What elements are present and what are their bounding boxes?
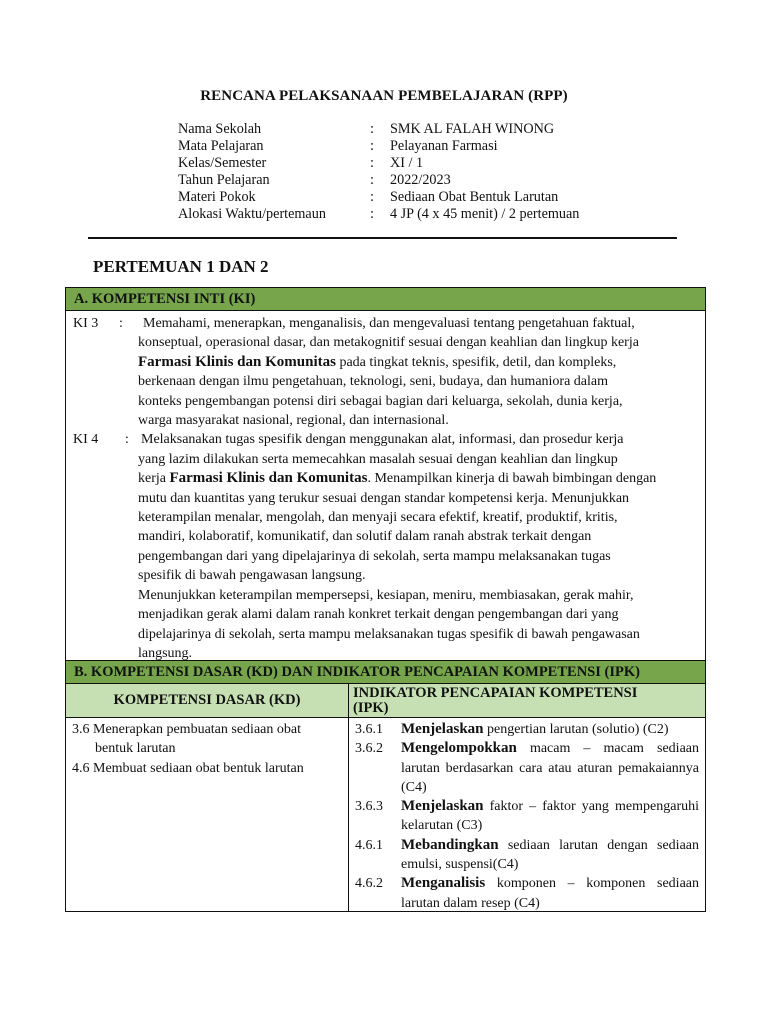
ipk-code: 4.6.1 (355, 837, 383, 853)
meta-value: 4 JP (4 x 45 menit) / 2 pertemuan (390, 206, 580, 222)
ipk-text (401, 720, 699, 739)
ki4-line (73, 469, 697, 488)
ki4-line: keterampilan menalar, mengolah, dan menyaji secara efektif, kreatif, produktif, kritis, (138, 510, 618, 526)
ki4-line: dipelajarinya di sekolah, serta mampu melaksanakan tugas spesifik di bawah pengawasan (138, 626, 640, 642)
meta-colon: : (370, 121, 374, 137)
ipk-code: 3.6.3 (355, 799, 383, 815)
section-a-body (66, 311, 705, 660)
ipk-item (355, 836, 699, 875)
meta-row-topic (178, 189, 579, 206)
section-a-title: KOMPETENSI INTI (KI) (91, 291, 256, 307)
meta-colon: : (370, 206, 374, 222)
ipk-code: 4.6.2 (355, 876, 383, 892)
meta-row-time (178, 206, 579, 223)
section-a-table (65, 287, 706, 661)
ki3-line: warga masyarakat nasional, regional, dan internasional. (138, 413, 449, 429)
section-b-prefix: B. (74, 664, 88, 680)
ki4-line: yang lazim dilakukan serta memecahkan masalah sesuai dengan keahlian dan lingkup (138, 451, 618, 467)
ipk-text (401, 797, 699, 836)
ki4-colon: : (125, 432, 129, 448)
kd-item (72, 720, 344, 759)
ki4-bold-text: Farmasi Klinis dan Komunitas (169, 470, 368, 487)
ki3-row (73, 314, 697, 333)
section-b-title: KOMPETENSI DASAR (KD) DAN INDIKATOR PENCAPAIAN KOMPETENSI (IPK) (90, 664, 640, 680)
ipk-item (355, 739, 699, 797)
ki3-line (73, 353, 697, 372)
ki4-line: Melaksanakan tugas spesifik dengan menggunakan alat, informasi, dan prosedur kerja (141, 432, 624, 448)
meta-value: SMK AL FALAH WINONG (390, 121, 555, 137)
meta-value: 2022/2023 (390, 172, 451, 188)
ipk-desc: sediaan larutan dengan sediaan emulsi, suspensi(C4) (401, 837, 699, 873)
meta-value: Pelayanan Farmasi (390, 138, 498, 154)
meta-label: Alokasi Waktu/pertemaun (178, 206, 326, 222)
kd-item (72, 759, 344, 778)
ki3-line: berkenaan dengan ilmu pengetahuan, teknologi, seni, budaya, dan humaniora dalam (138, 374, 609, 390)
ipk-column-header (349, 684, 705, 717)
kd-line: 3.6 Menerapkan pembuatan sediaan obat (72, 722, 301, 737)
ki4-line: menjadikan gerak alami dalam ranah konkret terkait dengan pengembangan dari yang (138, 607, 619, 623)
meta-colon: : (370, 189, 374, 205)
ipk-column (349, 718, 705, 911)
ki4-line: mandiri, kolaboratif, komunikatif, dan solutif dalam ranah abstrak terkait dengan (138, 529, 592, 545)
ipk-code: 3.6.2 (355, 741, 383, 757)
ki4-text: . Menampilkan kinerja di bawah bimbingan dengan (367, 471, 657, 487)
ipk-desc: pengertian larutan (solutio) (C2) (483, 722, 669, 737)
ki4-text: kerja (138, 471, 170, 487)
ipk-verb: Mebandingkan (401, 836, 499, 853)
ki3-bold-text: Farmasi Klinis dan Komunitas (138, 353, 336, 370)
ki4-line: mutu dan kuantitas yang terukur sesuai dengan standar kompetensi kerja. Menunjukkan (138, 490, 630, 506)
horizontal-rule (88, 237, 677, 239)
section-b-body (66, 718, 705, 911)
meta-colon: : (370, 138, 374, 154)
meta-colon: : (370, 172, 374, 188)
ki3-text: pada tingkat teknis, spesifik, detil, dan kompleks, (335, 354, 617, 370)
ipk-item (355, 720, 699, 739)
ipk-text (401, 836, 699, 875)
ki3-line: Memahami, menerapkan, menganalisis, dan mengevaluasi tentang pengetahuan faktual, (143, 316, 635, 331)
meta-colon: : (370, 155, 374, 171)
ki3-tag: KI 3 (73, 316, 99, 331)
meta-row-subject (178, 138, 579, 155)
meta-label: Kelas/Semester (178, 155, 267, 171)
ipk-text (401, 874, 699, 913)
ipk-header-line: INDIKATOR PENCAPAIAN KOMPETENSI (353, 685, 638, 701)
kd-line: 4.6 Membuat sediaan obat bentuk larutan (72, 760, 304, 776)
meta-value: Sediaan Obat Bentuk Larutan (390, 189, 559, 205)
ki4-line: langsung. (138, 645, 193, 661)
ki3-colon: : (119, 316, 123, 331)
ipk-desc: faktor – faktor yang mempengaruhi kelarutan (C3) (401, 799, 699, 834)
ki4-row (73, 430, 697, 449)
meta-row-school (178, 121, 579, 138)
section-b-header (66, 661, 705, 684)
meta-row-year (178, 172, 579, 189)
section-a-prefix: A. (74, 291, 89, 307)
ipk-text (401, 739, 699, 797)
ipk-desc: komponen – komponen sediaan larutan dalam resep (C4) (401, 876, 699, 911)
ki4-line: Menunjukkan keterampilan mempersepsi, kesiapan, meniru, membiasakan, gerak mahir, (138, 587, 634, 603)
meta-value: XI / 1 (390, 155, 424, 171)
ki3-line: konseptual, operasional dasar, dan metakognitif sesuai dengan keahlian dan lingkup kerja (138, 335, 639, 351)
ipk-header-line: (IPK) (353, 700, 389, 716)
section-b-column-header (66, 684, 705, 718)
ipk-verb: Mengelompokkan (401, 740, 517, 757)
kd-line: bentuk larutan (95, 741, 176, 757)
document-title: RENCANA PELAKSANAAN PEMBELAJARAN (RPP) (200, 88, 568, 104)
section-b-table (65, 660, 706, 912)
ipk-verb: Menjelaskan (401, 798, 484, 815)
ipk-item (355, 874, 699, 913)
ki4-line: spesifik di bawah pengawasan langsung. (138, 568, 366, 584)
ipk-desc: macam – macam sediaan larutan berdasarkan cara atau aturan pemakaiannya (C4) (401, 741, 699, 795)
ipk-verb: Menjelaskan (401, 721, 484, 737)
meeting-heading: PERTEMUAN 1 DAN 2 (93, 257, 269, 276)
ipk-code: 3.6.1 (355, 722, 383, 737)
meta-label: Nama Sekolah (178, 121, 262, 137)
meta-row-class (178, 155, 579, 172)
ipk-item (355, 797, 699, 836)
document-meta (178, 121, 579, 223)
kd-column-header: KOMPETENSI DASAR (KD) (66, 684, 349, 717)
meta-label: Materi Pokok (178, 189, 256, 205)
meta-label: Mata Pelajaran (178, 138, 264, 154)
meta-label: Tahun Pelajaran (178, 172, 270, 188)
ki3-line: konteks pengembangan potensi diri sebagai bagian dari keluarga, sekolah, dunia kerja, (138, 393, 623, 409)
ki4-tag: KI 4 (73, 432, 99, 448)
kd-column (66, 718, 349, 911)
section-a-header (66, 288, 705, 311)
ki4-line: pengembangan dari yang dipelajarinya di sekolah, serta mampu melaksanakan tugas (138, 548, 611, 564)
ipk-verb: Menganalisis (401, 875, 486, 892)
